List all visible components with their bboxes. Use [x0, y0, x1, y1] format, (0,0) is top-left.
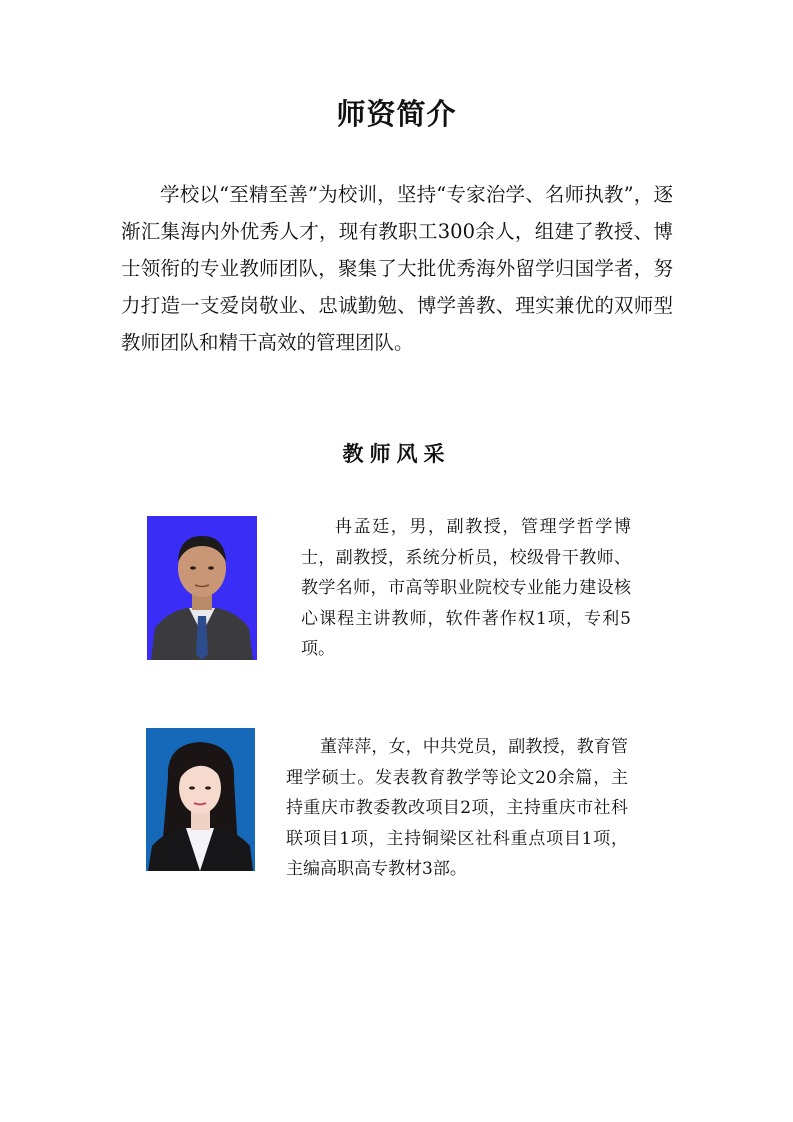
- intro-paragraph: 学校以“至精至善”为校训，坚持“专家治学、名师执教”，逐渐汇集海内外优秀人才，现有教职工300余人，组建了教授、博士领衔的专业教师团队，聚集了大批优秀海外留学归国学者，努力打造一支爱岗敬业、忠诚勤勉、博学善教、理实兼优的双师型教师团队和精干高效的管理团队。: [121, 183, 673, 354]
- teacher-photo-2: [146, 728, 255, 871]
- section-title: 教师风采: [342, 441, 451, 466]
- teacher-bio-2: 董萍萍，女，中共党员，副教授，教育管理学硕士。发表教育教学等论文20余篇，主持重庆市教委教改项目2项，主持重庆市社科联项目1项，主持铜梁区社科重点项目1项，主编高职高专教材3部。: [286, 737, 628, 879]
- page-title: 师资简介: [336, 97, 457, 131]
- teacher-bio-1: 冉孟廷，男，副教授，管理学哲学博士，副教授，系统分析员，校级骨干教师、教学名师，市高等职业院校专业能力建设核心课程主讲教师，软件著作权1项，专利5项。: [301, 517, 631, 659]
- teacher-photo-1: [147, 516, 257, 660]
